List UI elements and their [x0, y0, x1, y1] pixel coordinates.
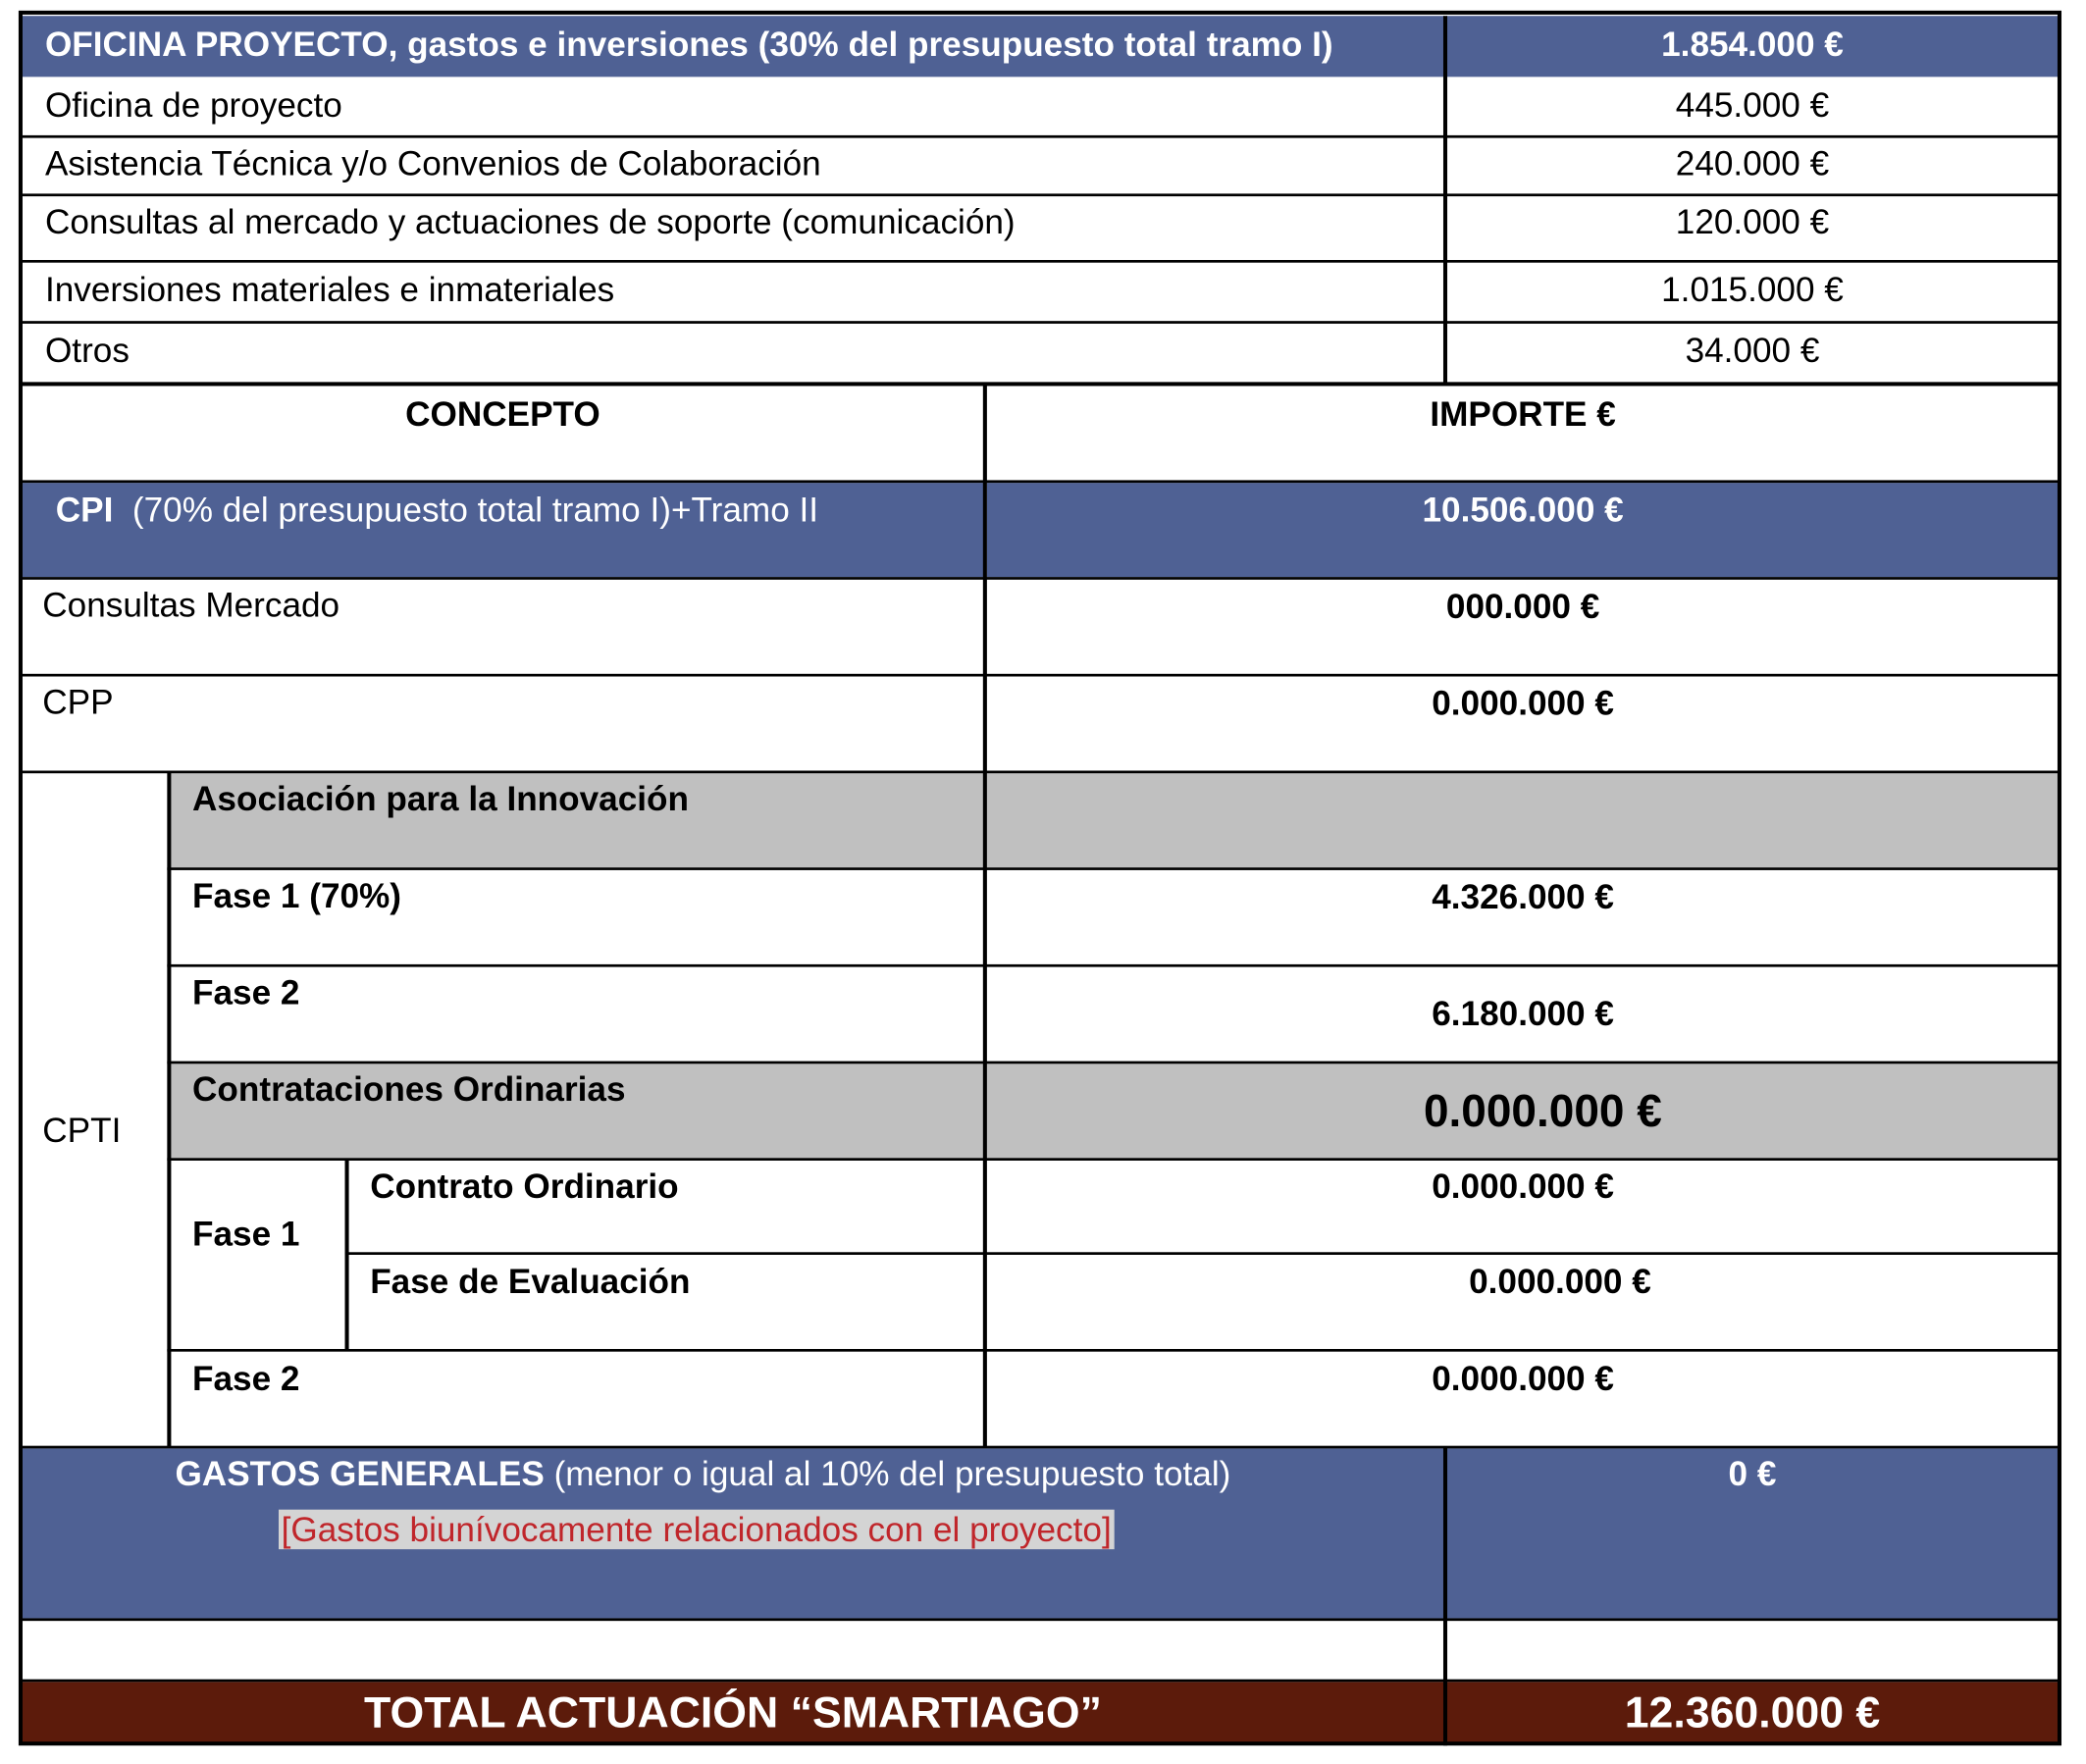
- oficina-row-label: Otros: [44, 330, 130, 371]
- fase2-label: Fase 2: [192, 972, 300, 1012]
- oficina-header-label: OFICINA PROYECTO, gastos e inversiones (30% del presupuesto total tramo I): [22, 16, 1445, 77]
- gastos-label-bold: GASTOS GENERALES: [175, 1453, 545, 1494]
- oficina-header-amount: 1.854.000 €: [1446, 16, 2060, 77]
- gastos-label-rest: (menor o igual al 10% del presupuesto total): [553, 1453, 1231, 1494]
- cpi-label-bold: CPI: [55, 489, 114, 530]
- consultas-amount: 000.000 €: [1445, 586, 1600, 627]
- oficina-row-label: Asistencia Técnica y/o Convenios de Colaboración: [44, 143, 821, 183]
- oficina-row-label: Inversiones materiales e inmateriales: [44, 269, 615, 310]
- total-label: TOTAL ACTUACIÓN “SMARTIAGO”: [22, 1682, 1445, 1742]
- cpi-amount: 10.506.000 €: [987, 483, 2059, 577]
- contrataciones-amount: 0.000.000 €: [987, 1064, 2059, 1158]
- gastos-note: [Gastos biunívocamente relacionados con el proyecto]: [279, 1510, 1115, 1550]
- contrato-ordinario-label: Contrato Ordinario: [370, 1166, 679, 1206]
- fase-evaluacion-label: Fase de Evaluación: [370, 1261, 691, 1302]
- contrataciones-label: Contrataciones Ordinarias: [171, 1064, 984, 1158]
- fase2-b-label: Fase 2: [192, 1358, 300, 1399]
- gastos-amount: 0 €: [1446, 1448, 2060, 1618]
- cpp-label: CPP: [42, 681, 114, 722]
- column-header-importe: IMPORTE €: [1430, 393, 1616, 435]
- oficina-row-label: Consultas al mercado y actuaciones de soporte (comunicación): [44, 201, 1016, 242]
- table-frame: [19, 11, 2061, 1745]
- oficina-row-amount: 1.015.000 €: [1661, 269, 1844, 310]
- fase1-label: Fase 1: [192, 1214, 300, 1254]
- cpi-label-rest: (70% del presupuesto total tramo I)+Tramo II: [131, 489, 819, 530]
- contrato-ordinario-amount: 0.000.000 €: [1432, 1166, 1614, 1206]
- fase1-70-amount: 4.326.000 €: [1432, 876, 1614, 917]
- oficina-row-amount: 120.000 €: [1675, 201, 1830, 242]
- cpti-label: CPTI: [42, 1110, 122, 1151]
- column-header-concepto: CONCEPTO: [405, 393, 600, 435]
- total-amount: 12.360.000 €: [1446, 1682, 2060, 1742]
- asociacion-label: Asociación para la Innovación: [171, 773, 984, 867]
- oficina-row-amount: 34.000 €: [1685, 330, 1820, 371]
- fase-evaluacion-amount: 0.000.000 €: [1469, 1261, 1651, 1302]
- fase2-b-amount: 0.000.000 €: [1432, 1358, 1614, 1399]
- oficina-row-amount: 445.000 €: [1675, 84, 1830, 126]
- fase2-amount: 6.180.000 €: [1432, 993, 1614, 1034]
- cpp-amount: 0.000.000 €: [1432, 683, 1614, 723]
- oficina-row-amount: 240.000 €: [1675, 143, 1830, 183]
- oficina-row-label: Oficina de proyecto: [44, 84, 342, 126]
- consultas-label: Consultas Mercado: [42, 585, 340, 625]
- fase1-70-label: Fase 1 (70%): [192, 875, 402, 915]
